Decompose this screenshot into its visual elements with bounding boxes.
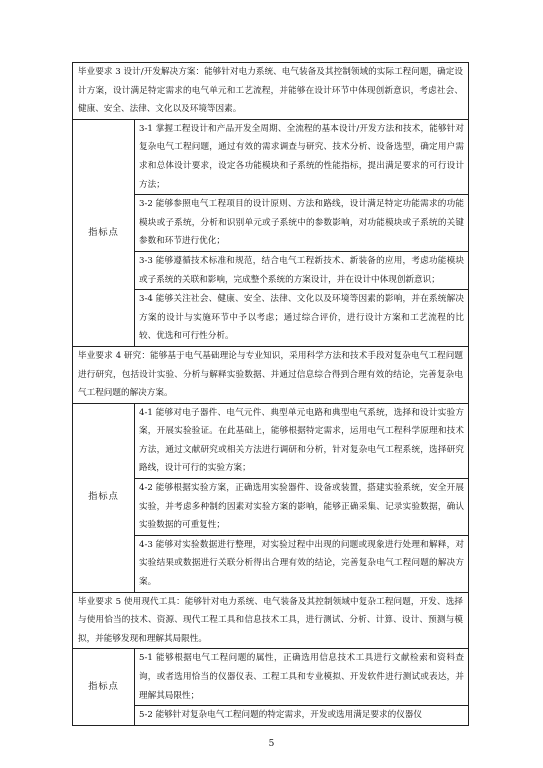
requirement-5-title: 毕业要求 5 使用现代工具：能够针对电力系统、电气装备及其控制领域中复杂工程问题，开发、选择与使用恰当的技术、资源、现代工程工具和信息技术工具，进行测试、分析、计算、设计、预测与模拟，并能够发现和理解其局限性。 [73,592,469,649]
page-number: 5 [268,739,275,749]
indicator-point-5-1: 5-1 能够根据电气工程问题的属性，正确选用信息技术工具进行文献检索和资料查询，或者选用恰当的仪器仪表、工程工具和专业模拟、开发软件进行测试或表达，并理解其局限性； [135,649,469,706]
indicator-point-3-3: 3-3 能够遵循技术标准和规范，结合电气工程新技术、新装备的应用，考虑功能模块或子系统的关联和影响，完成整个系统的方案设计，并在设计中体现创新意识； [135,251,469,289]
indicator-row [73,649,469,706]
requirement-3-title: 毕业要求 3 设计/开发解决方案：能够针对电力系统、电气装备及其控制领域的实际工程问题，确定设计方案，设计满足特定需求的电气单元和工艺流程，并能够在设计环节中体现创新意识，考虑社会、健康、安全、法律、文化以及环境等因素。 [73,63,469,120]
indicator-row [73,403,469,478]
indicator-point-4-3: 4-3 能够对实验数据进行整理，对实验过程中出现的问题或现象进行处理和解释，对实验结果或数据进行关联分析得出合理有效的结论，完善复杂电气工程问题的解决方案。 [135,535,469,592]
indicator-row [73,119,469,194]
indicator-point-3-1: 3-1 掌握工程设计和产品开发全周期、全流程的基本设计/开发方法和技术，能够针对复杂电气工程问题，通过有效的需求调查与研究、技术分析、设备选型，确定用户需求和总体设计要求，设定各功能模块和子系统的性能指标，提出满足要求的可行设计方法； [135,119,469,194]
graduation-requirements-table [72,62,469,726]
requirement-3-row [73,63,469,120]
requirement-4-row [73,346,469,403]
indicator-point-4-2: 4-2 能够根据实验方案，正确选用实验器件、设备或装置，搭建实验系统，安全开展实验，并考虑多种制约因素对实验方案的影响，能够正确采集、记录实验数据，确认实验数据的可重复性； [135,479,469,536]
indicator-label: 指标点 [73,403,135,592]
indicator-point-4-1: 4-1 能够对电子器件、电气元件、典型单元电路和典型电气系统，选择和设计实验方案，开展实验验证。在此基础上，能够根据特定需求，运用电气工程科学原理和技术方法，通过文献研究或相关方法进行调研和分析，针对复杂电气工程系统，选择研究路线，设计可行的实验方案； [135,403,469,478]
indicator-label: 指标点 [73,119,135,346]
indicator-point-3-4: 3-4 能够关注社会、健康、安全、法律、文化以及环境等因素的影响，并在系统解决方案的设计与实施环节中予以考虑；通过综合评价，进行设计方案和工艺流程的比较、优选和可行性分析。 [135,290,469,347]
indicator-point-3-2: 3-2 能够参照电气工程项目的设计原则、方法和路线，设计满足特定功能需求的功能模块或子系统，分析和识别单元或子系统中的参数影响，对功能模块或子系统的关键参数和环节进行优化； [135,195,469,252]
requirement-4-title: 毕业要求 4 研究：能够基于电气基础理论与专业知识，采用科学方法和技术手段对复杂电气工程问题进行研究，包括设计实验、分析与解释实验数据、并通过信息综合得到合理有效的结论，完善复杂电气工程问题的解决方案。 [73,346,469,403]
indicator-point-5-2: 5-2 能够针对复杂电气工程问题的特定需求，开发或选用满足要求的仪器仪 [135,706,469,726]
indicator-label: 指标点 [73,649,135,725]
requirement-5-row [73,592,469,649]
